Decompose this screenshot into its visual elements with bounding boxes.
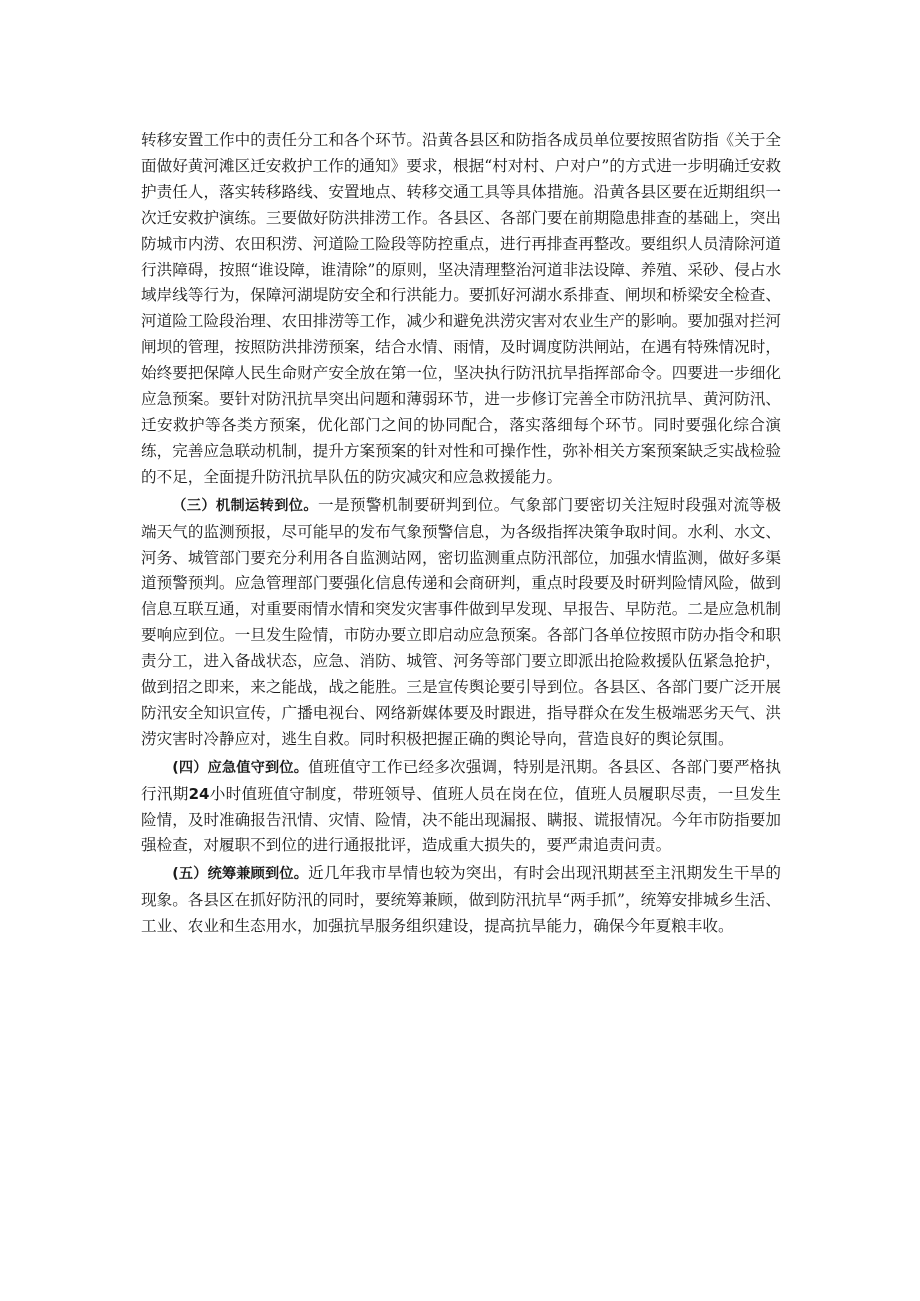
section-overall-planning <box>141 861 781 940</box>
section-mechanism-operation <box>141 493 781 753</box>
section-body: 值班值守工作已经多次强调，特别是汛期。各县区、各部门要严格执行汛期 <box>141 757 781 803</box>
hours-number: 24 <box>188 784 210 803</box>
section-heading: (五）统筹兼顾到位。 <box>172 866 309 883</box>
paragraph-evacuation-flood-plans <box>141 128 781 491</box>
document-page <box>141 128 781 940</box>
section-emergency-duty <box>141 755 781 860</box>
section-heading: （三）机制运转到位。 <box>172 497 318 514</box>
section-body: 近几年我市旱情也较为突出，有时会出现汛期甚至主汛期发生干旱的现象。各县区在抓好防汛的同时，要统筹兼顾，做到防汛抗旱“两手抓”，统筹安排城乡生活、工业、农业和生态用水，加强抗旱服务组织建设，提高抗旱能力，确保今年夏粮丰收。 <box>141 864 781 936</box>
section-heading: (四）应急值守到位。 <box>172 759 309 776</box>
paragraph-text: 转移安置工作中的责任分工和各个环节。沿黄各县区和防指各成员单位要按照省防指《关于全面做好黄河滩区迁安救护工作的通知》要求，根据“村对村、户对户”的方式进一步明确迁安救护责任人，落实转移路线、安置地点、转移交通工具等具体措施。沿黄各县区要在近期组织一次迁安救护演练。三要做好防洪排涝工作。各县区、各部门要在前期隐患排查的基础上，突出防城市内涝、农田积涝、河道险工险段等防控重点，进行再排查再整改。要组织人员清除河道行洪障碍，按照“谁设障，谁清除”的原则，坚决清理整治河道非法设障、养殖、采砂、侵占水域岸线等行为，保障河湖堤防安全和行洪能力。要抓好河湖水系排查、闸坝和桥梁安全检查、河道险工险段治理、农田排涝等工作，减少和避免洪涝灾害对农业生产的影响。要加强对拦河闸坝的管理，按照防洪排涝预案，结合水情、雨情，及时调度防洪闸站，在遇有特殊情况时，始终要把保障人民生命财产安全放在第一位，坚决执行防汛抗旱指挥部命令。四要进一步细化应急预案。要针对防汛抗旱突出问题和薄弱环节，进一步修订完善全市防汛抗旱、黄河防汛、迁安救护等各类方预案，优化部门之间的协同配合，落实落细每个环节。同时要强化综合演练，完善应急联动机制，提升方案预案的针对性和可操作性，弥补相关方案预案缺乏实战检验的不足，全面提升防汛抗旱队伍的防灾减灾和应急救援能力。 <box>141 131 781 486</box>
section-body: 一是预警机制要研判到位。气象部门要密切关注短时段强对流等极端天气的监测预报，尽可能早的发布气象预警信息，为各级指挥决策争取时间。水利、水文、河务、城管部门要充分利用各自监测站网，密切监测重点防汛部位，加强水情监测，做好多渠道预警预判。应急管理部门要强化信息传递和会商研判，重点时段要及时研判险情风险，做到信息互联互通，对重要雨情水情和突发灾害事件做到早发现、早报告、早防范。二是应急机制要响应到位。一旦发生险情，市防办要立即启动应急预案。各部门各单位按照市防办指令和职责分工，进入备战状态，应急、消防、城管、河务等部门要立即派出抢险救援队伍紧急抢护，做到招之即来，来之能战，战之能胜。三是宣传舆论要引导到位。各县区、各部门要广泛开展防汛安全知识宣传，广播电视台、网络新媒体要及时跟进，指导群众在发生极端恶劣天气、洪涝灾害时冷静应对，逃生自救。同时积极把握正确的舆论导向，营造良好的舆论氛围。 <box>141 495 781 748</box>
section-body: 小时值班值守制度，带班领导、值班人员在岗在位，值班人员履职尽责，一旦发生险情，及时准确报告汛情、灾情、险情，决不能出现漏报、瞒报、谎报情况。今年市防指要加强检查，对履职不到位的进行通报批评，造成重大损失的，要严肃追责问责。 <box>141 784 781 855</box>
